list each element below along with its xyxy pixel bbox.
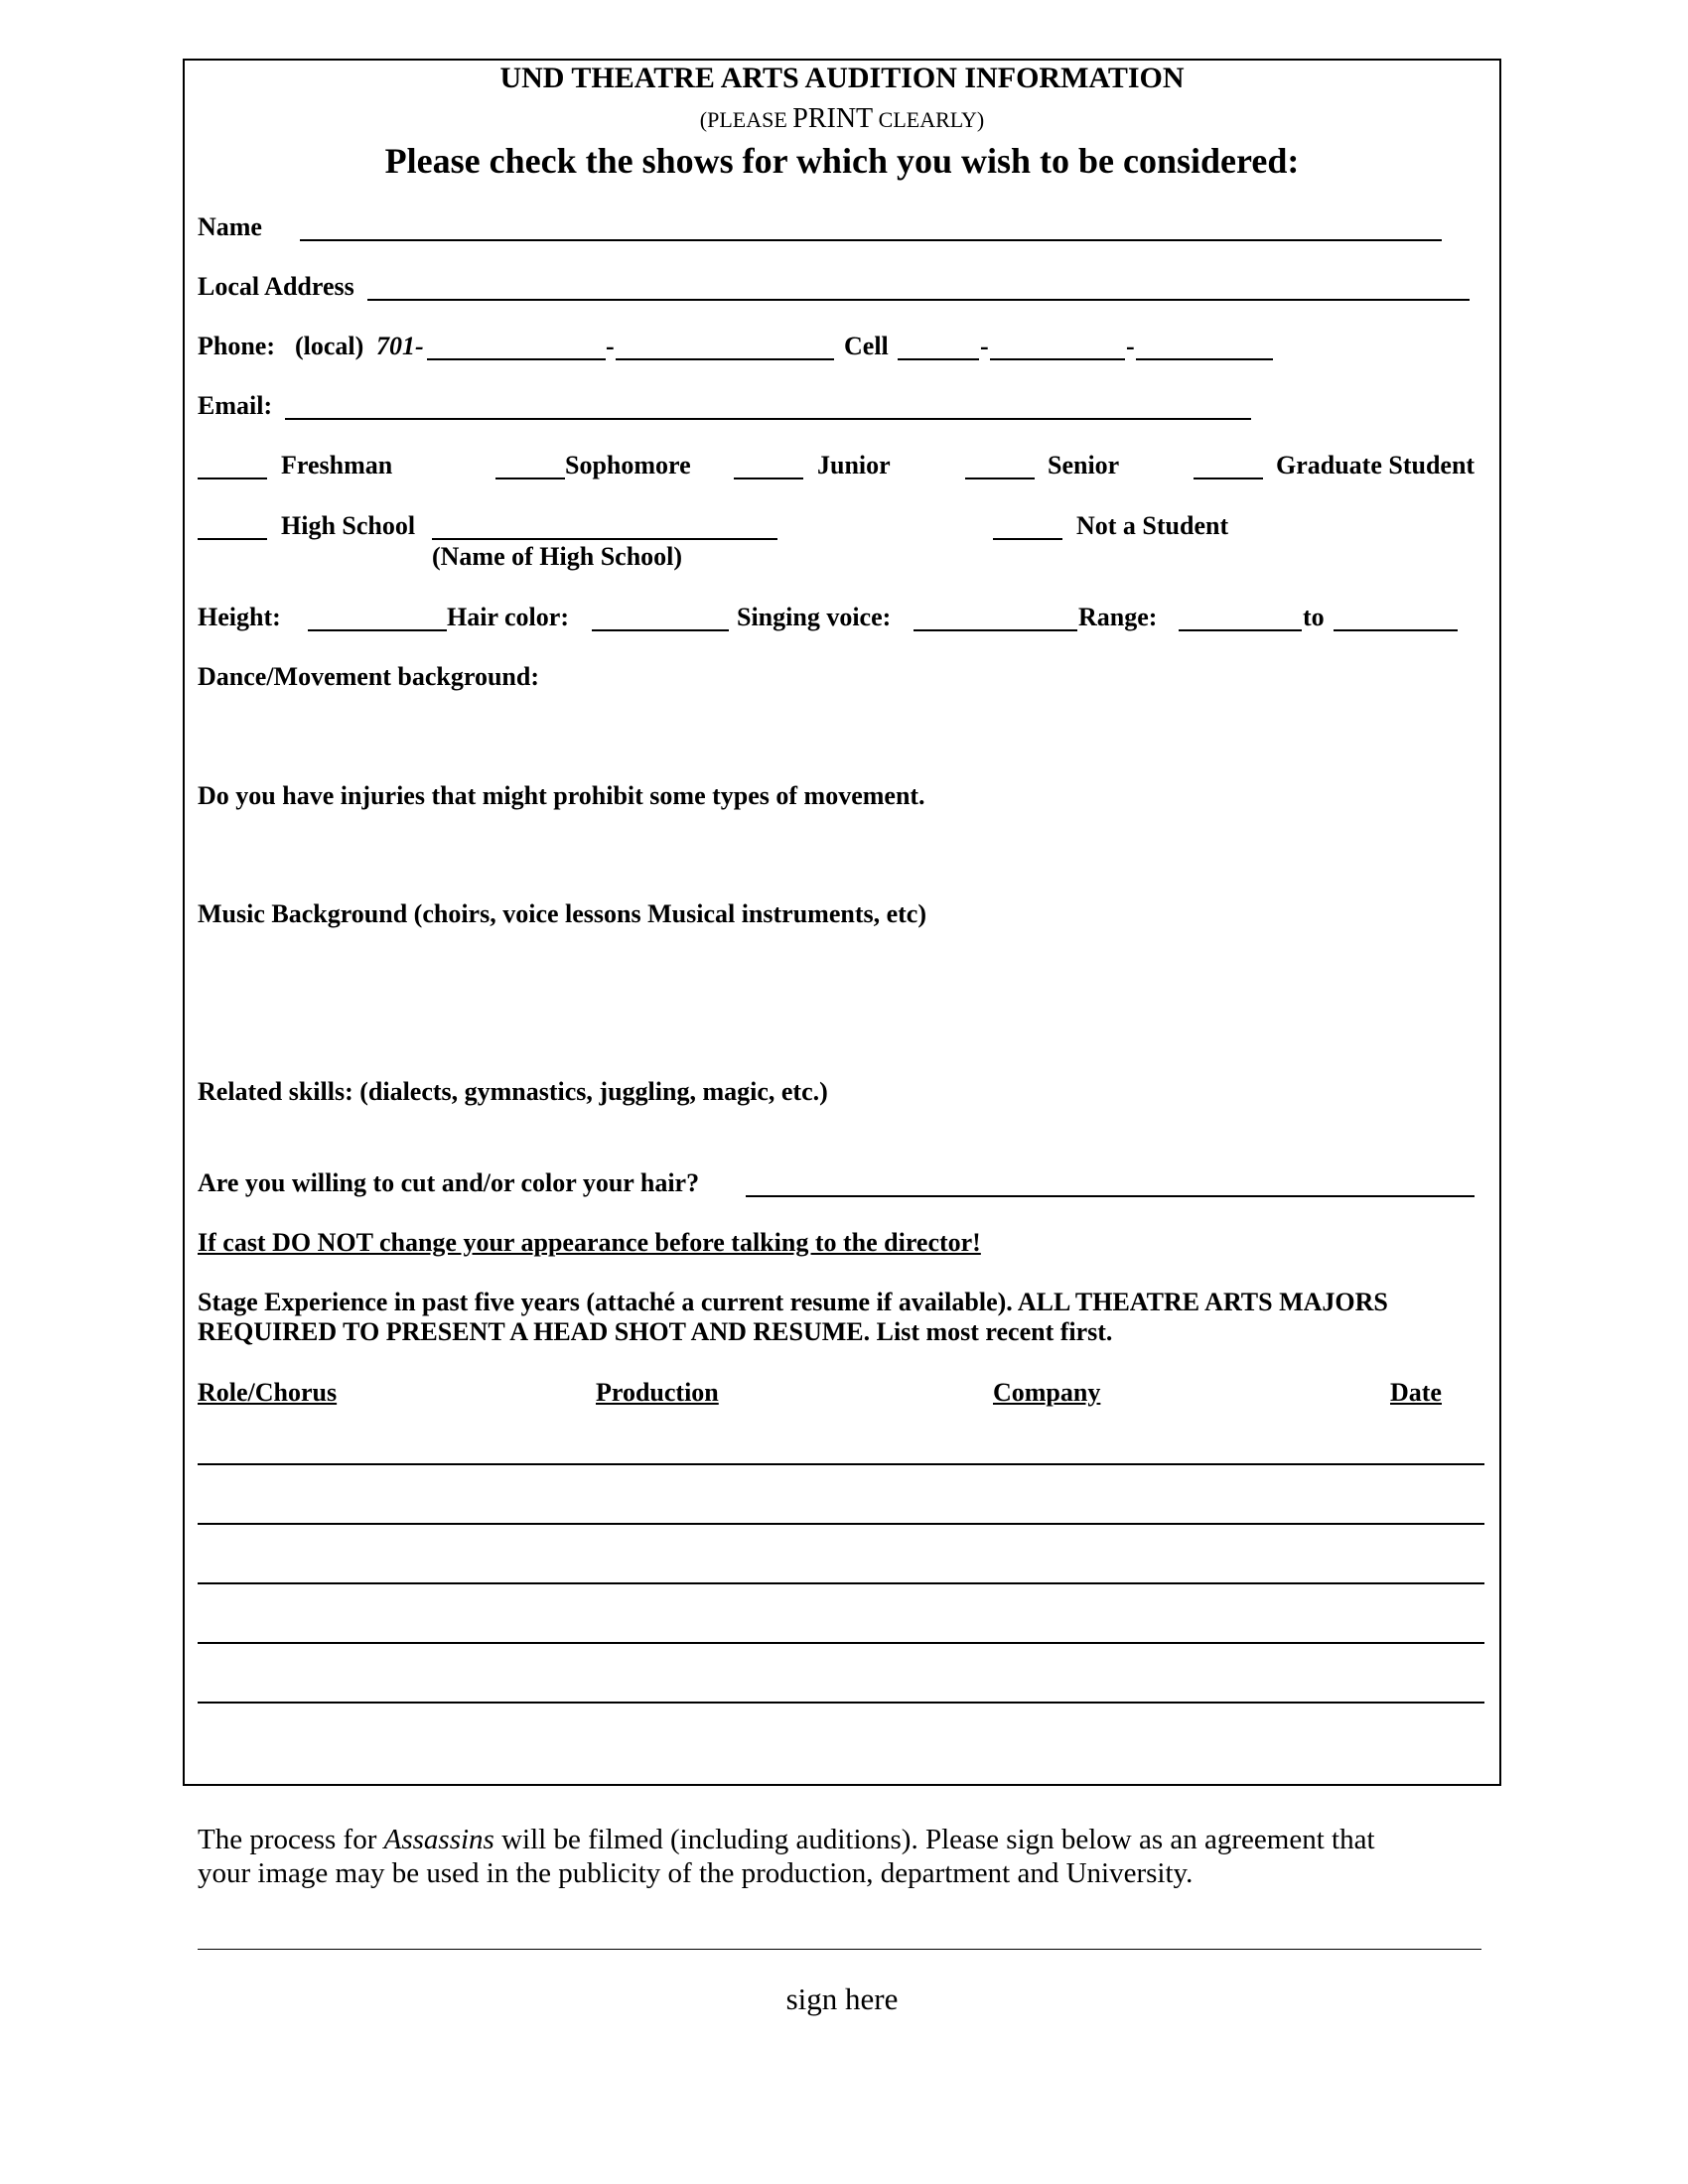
- name-label: Name: [198, 212, 262, 241]
- hair-color-label: Hair color:: [447, 603, 569, 631]
- subtitle-close: CLEARLY): [878, 107, 985, 132]
- phone-label: Phone:: [198, 332, 275, 360]
- not-student-label: Not a Student: [1076, 511, 1229, 540]
- freshman-blank[interactable]: [198, 478, 267, 479]
- sophomore-blank[interactable]: [495, 478, 565, 479]
- email-label: Email:: [198, 391, 273, 420]
- cell-number-field[interactable]: [1136, 358, 1273, 360]
- local-address-field[interactable]: [367, 299, 1470, 301]
- dance-background-label: Dance/Movement background:: [198, 662, 540, 691]
- appearance-warning: If cast DO NOT change your appearance before talking to the director!: [198, 1228, 981, 1257]
- cell-dash-2: -: [1126, 332, 1135, 360]
- range-to-label: to: [1303, 603, 1325, 631]
- signature-line[interactable]: [198, 1949, 1481, 1950]
- freshman-label: Freshman: [281, 451, 393, 479]
- shows-instruction: Please check the shows for which you wish to be considered:: [384, 141, 1300, 181]
- graduate-blank[interactable]: [1194, 478, 1263, 479]
- consent-pre: The process for: [198, 1824, 384, 1855]
- subtitle-open: (PLEASE: [699, 107, 787, 132]
- related-skills-label: Related skills: (dialects, gymnastics, juggling, magic, etc.): [198, 1077, 828, 1106]
- junior-blank[interactable]: [734, 478, 803, 479]
- subtitle-print: PRINT: [792, 103, 874, 134]
- experience-row[interactable]: [198, 1463, 1484, 1465]
- phone-local-label: (local): [295, 332, 364, 360]
- phone-local-number-field[interactable]: [616, 358, 834, 360]
- singing-voice-label: Singing voice:: [737, 603, 892, 631]
- phone-dash: -: [606, 332, 615, 360]
- consent-text-line-2: your image may be used in the publicity of the production, department and University.: [198, 1857, 1194, 1889]
- range-label: Range:: [1078, 603, 1158, 631]
- graduate-label: Graduate Student: [1276, 451, 1476, 479]
- consent-show-title: Assassins: [383, 1824, 494, 1855]
- column-header-role: Role/Chorus: [198, 1378, 338, 1407]
- sophomore-label: Sophomore: [565, 451, 691, 479]
- experience-row[interactable]: [198, 1582, 1484, 1584]
- name-field[interactable]: [300, 239, 1442, 241]
- experience-row[interactable]: [198, 1523, 1484, 1525]
- form-title: UND THEATRE ARTS AUDITION INFORMATION: [499, 62, 1185, 94]
- email-field[interactable]: [285, 418, 1251, 420]
- height-field[interactable]: [308, 629, 447, 631]
- senior-label: Senior: [1048, 451, 1120, 479]
- cell-dash-1: -: [980, 332, 989, 360]
- high-school-label: High School: [281, 511, 416, 540]
- experience-row[interactable]: [198, 1642, 1484, 1644]
- high-school-name-hint: (Name of High School): [432, 542, 683, 571]
- column-header-date: Date: [1390, 1378, 1442, 1407]
- injuries-question: Do you have injuries that might prohibit some types of movement.: [198, 781, 925, 810]
- column-header-production: Production: [596, 1378, 719, 1407]
- cell-label: Cell: [844, 332, 889, 360]
- local-address-label: Local Address: [198, 272, 354, 301]
- form-subtitle: [183, 103, 1501, 135]
- high-school-name-field[interactable]: [432, 538, 777, 540]
- hair-color-field[interactable]: [592, 629, 729, 631]
- experience-row[interactable]: [198, 1702, 1484, 1704]
- consent-text-line-1: [198, 1824, 1375, 1856]
- phone-area-code: 701-: [376, 332, 424, 360]
- cell-exchange-field[interactable]: [990, 358, 1125, 360]
- cell-area-field[interactable]: [898, 358, 979, 360]
- stage-experience-line-2: REQUIRED TO PRESENT A HEAD SHOT AND RESUME. List most recent first.: [198, 1317, 1113, 1346]
- column-header-company: Company: [993, 1378, 1101, 1407]
- hair-answer-field[interactable]: [746, 1195, 1475, 1197]
- phone-local-exchange-field[interactable]: [427, 358, 606, 360]
- consent-post: will be filmed (including auditions). Please sign below as an agreement that: [493, 1824, 1375, 1855]
- music-background-label: Music Background (choirs, voice lessons Musical instruments, etc): [198, 899, 926, 928]
- height-label: Height:: [198, 603, 281, 631]
- not-student-blank[interactable]: [993, 538, 1062, 540]
- junior-label: Junior: [817, 451, 891, 479]
- hair-question: Are you willing to cut and/or color your hair?: [198, 1168, 700, 1197]
- stage-experience-line-1: Stage Experience in past five years (attaché a current resume if available). ALL THEATRE ARTS MAJORS: [198, 1288, 1388, 1316]
- singing-voice-field[interactable]: [914, 629, 1077, 631]
- high-school-blank[interactable]: [198, 538, 267, 540]
- range-low-field[interactable]: [1179, 629, 1302, 631]
- sign-here-label: sign here: [785, 1981, 899, 2016]
- range-high-field[interactable]: [1334, 629, 1458, 631]
- senior-blank[interactable]: [965, 478, 1035, 479]
